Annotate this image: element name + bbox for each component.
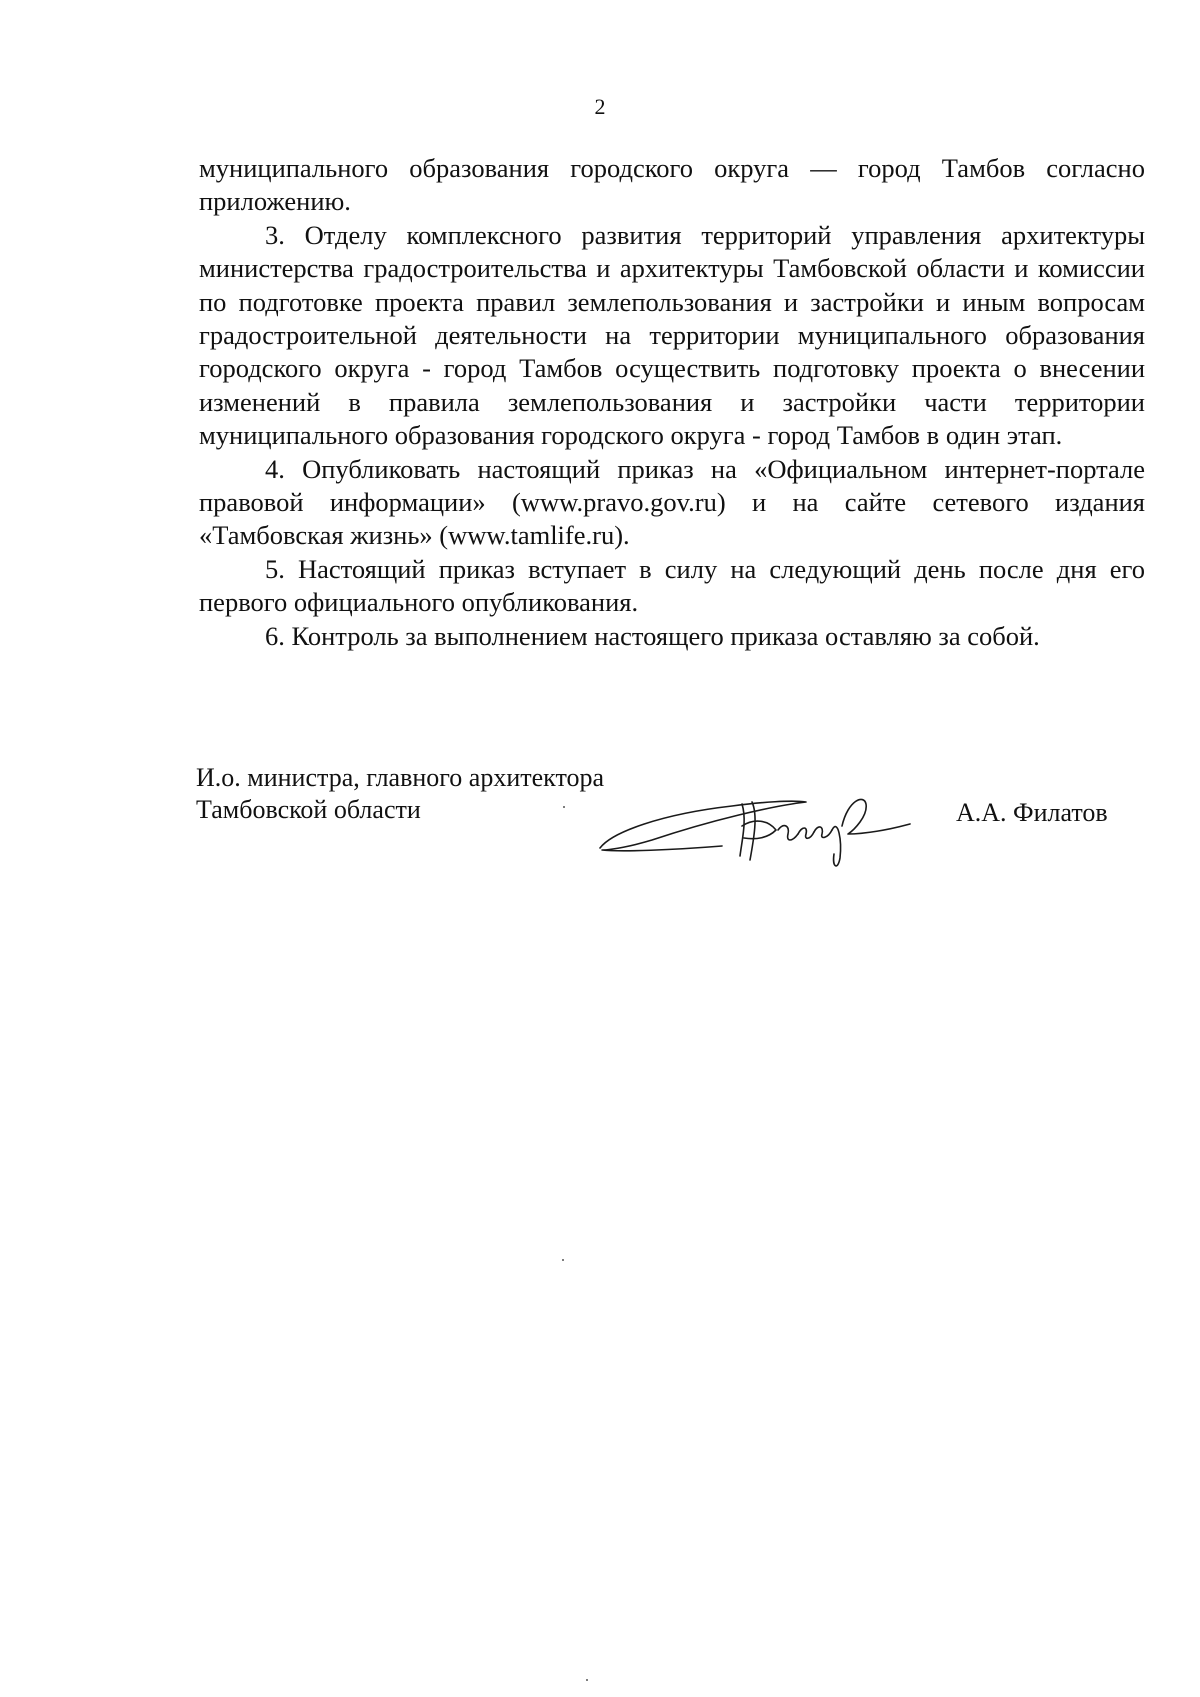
- page-number: 2: [594, 94, 606, 119]
- paragraph-continuation: муниципального образования городского округа — город Тамбов согласно приложению.: [199, 153, 1145, 217]
- document-body: [199, 152, 1145, 653]
- scan-speck: [562, 1259, 564, 1261]
- paragraph-item-5: 5. Настоящий приказ вступает в силу на следующий день после дня его первого официального опубликования.: [199, 553, 1145, 618]
- signer-name: А.А. Филатов: [956, 798, 1108, 827]
- paragraph-item-6: 6. Контроль за выполнением настоящего приказа оставляю за собой.: [265, 620, 1040, 651]
- scan-speck: [563, 806, 565, 808]
- signatory-position: [196, 762, 604, 826]
- scan-speck: [586, 1679, 588, 1681]
- signatory-position-line-2: Тамбовской области: [196, 795, 421, 824]
- handwritten-signature: [592, 780, 932, 880]
- signatory-position-line-1: И.о. министра, главного архитектора: [196, 763, 605, 792]
- paragraph-item-3: 3. Отделу комплексного развития территорий управления архитектуры министерства градостроительства и архитектуры Тамбовской области и комиссии по подготовке проекта правил землепользования и застройки и иным вопросам градостроительной деятельности на территории муниципального образования городского округа - город Тамбов осуществить подготовку проекта о внесении изменений в правила землепользования и застройки части территории муниципального образования городского округа - город Тамбов в один этап.: [199, 219, 1145, 451]
- paragraph-item-4: 4. Опубликовать настоящий приказ на «Официальном интернет-портале правовой информации» (www.pravo.gov.ru) и на сайте сетевого издания «Тамбовская жизнь» (www.tamlife.ru).: [199, 453, 1145, 551]
